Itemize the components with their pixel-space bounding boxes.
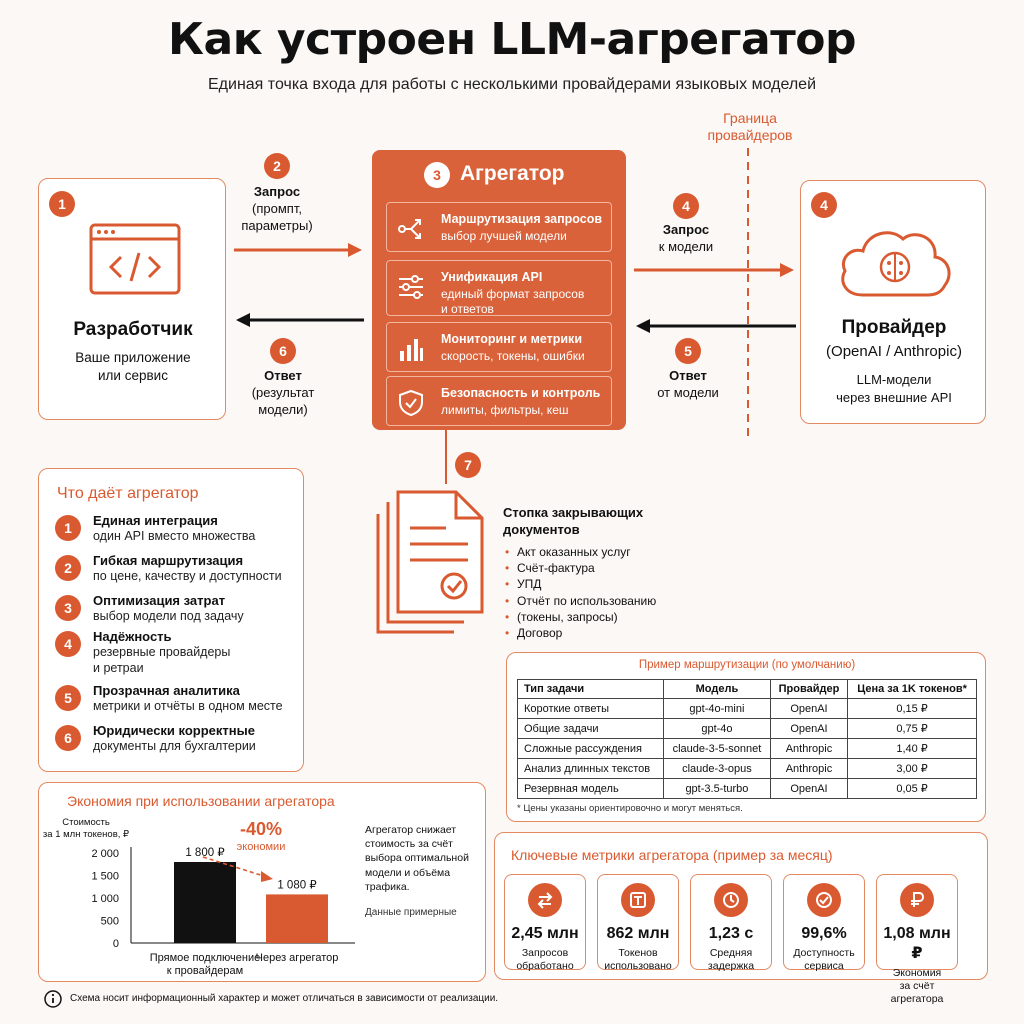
aggregator-title: Агрегатор	[460, 162, 565, 185]
table-cell: 3,00 ₽	[848, 759, 977, 779]
clock-icon	[722, 891, 740, 909]
step-number: 4	[811, 192, 837, 218]
page-title: Как устроен LLM-агрегатор	[168, 14, 856, 65]
chart-x-tick-label: Через агрегатор	[255, 952, 339, 964]
table-cell: Анализ длинных текстов	[518, 759, 664, 779]
routing-icon	[397, 215, 425, 243]
step-number: 7	[455, 452, 481, 478]
table-cell: Anthropic	[770, 759, 847, 779]
table-cell: gpt-4o	[664, 719, 771, 739]
table-cell: OpenAI	[770, 699, 847, 719]
aggregator-panel	[372, 150, 626, 430]
step-number: 3	[424, 162, 450, 188]
benefit-title: Единая интеграция	[93, 513, 218, 528]
response-label: Ответ (результат модели)	[251, 368, 315, 417]
savings-card	[38, 782, 486, 982]
benefit-title: Надёжность	[93, 629, 172, 644]
benefit-description: резервные провайдеры	[93, 645, 231, 659]
benefits-card	[38, 468, 304, 772]
metric-tile	[876, 874, 958, 1006]
developer-title: Разработчик	[73, 319, 193, 340]
provider-boundary-line	[746, 148, 750, 438]
chart-y-tick-label: 1 000	[91, 893, 119, 905]
metric-value: 2,45 млн	[511, 925, 579, 942]
info-icon	[44, 990, 62, 1008]
list-item: • Акт оказанных услуг	[505, 544, 685, 560]
benefit-title: Юридически корректные	[93, 723, 255, 738]
benefit-item	[55, 629, 295, 677]
table-row	[518, 699, 977, 719]
benefit-title: Гибкая маршрутизация	[93, 553, 244, 568]
routing-table-card	[506, 652, 986, 822]
step-number: 6	[55, 725, 81, 751]
provider-title: Провайдер	[841, 317, 947, 338]
developer-description: Ваше приложение или сервис	[75, 350, 191, 384]
aggregator-feature-api: Унификация API единый формат запросов и ответов	[386, 260, 612, 316]
routing-table-footnote: * Цены указаны ориентировочно и могут меняться.	[517, 803, 743, 814]
page-subtitle: Единая точка входа для работы с несколькими провайдерами языковых моделей	[208, 76, 816, 93]
chart-bar	[266, 894, 328, 943]
shield-check-icon	[397, 389, 425, 417]
chart-y-tick-label: 0	[112, 938, 119, 950]
savings-dashed-arrow	[199, 853, 279, 883]
benefit-description: выбор модели под задачу	[93, 609, 244, 623]
chart-y-tick-label: 2 000	[91, 848, 119, 860]
chart-x-tick-label: Прямое подключение	[149, 952, 261, 964]
list-item: • Счёт-фактура	[505, 560, 685, 576]
provider-card	[800, 180, 986, 424]
chart-y-tick-label: 1 500	[91, 870, 119, 883]
cloud-brain-icon	[835, 221, 955, 301]
benefit-description: по цене, качеству и доступности	[93, 569, 282, 583]
step-number: 2	[264, 153, 290, 179]
list-item: • Отчёт по использованию	[505, 593, 685, 609]
benefit-item	[55, 593, 295, 624]
routing-table-title: Пример маршрутизации (по умолчанию)	[638, 659, 856, 671]
table-cell: OpenAI	[770, 779, 847, 799]
step-number: 6	[270, 338, 296, 364]
benefit-item	[55, 553, 295, 584]
documents-connector	[444, 430, 448, 484]
table-cell: gpt-3.5-turbo	[664, 779, 771, 799]
code-window-icon	[89, 223, 181, 295]
table-row	[518, 779, 977, 799]
documents-title: Стопка закрывающих документов	[503, 505, 644, 537]
savings-bar-chart	[39, 783, 359, 983]
benefit-description: и ретраи	[93, 661, 144, 676]
chart-ylabel: Стоимость за 1 млн токенов, ₽	[42, 817, 130, 841]
aggregator-feature-monitoring: Мониторинг и метрики скорость, токены, ошибки	[386, 322, 612, 372]
step-number: 2	[55, 555, 81, 581]
savings-percent: -40%	[239, 819, 283, 839]
benefits-title: Что даёт агрегатор	[57, 485, 199, 502]
sliders-icon	[397, 273, 425, 301]
step-number: 4	[673, 193, 699, 219]
savings-note: Агрегатор снижает стоимость за счёт выбора оптимальной модели и объёма трафика.	[365, 824, 469, 893]
metric-label: Средняя задержка	[707, 947, 755, 973]
table-row	[518, 739, 977, 759]
metric-tile	[690, 874, 772, 973]
step-number: 3	[55, 595, 81, 621]
metric-value: 99,6%	[801, 925, 847, 942]
table-header-row: Тип задачи Модель Провайдер Цена за 1K токенов*	[518, 680, 977, 699]
savings-percent-label: экономии	[236, 841, 286, 853]
table-cell: gpt-4o-mini	[664, 699, 771, 719]
chart-y-tick-label: 500	[100, 915, 119, 928]
table-cell: 0,75 ₽	[848, 719, 977, 739]
step-number: 1	[55, 515, 81, 541]
table-cell: Anthropic	[770, 739, 847, 759]
table-cell: 1,40 ₽	[848, 739, 977, 759]
table-cell: Резервная модель	[518, 779, 664, 799]
routing-table	[517, 679, 977, 799]
benefit-item	[55, 513, 295, 544]
list-item: • Договор	[505, 625, 685, 641]
metrics-title: Ключевые метрики агрегатора (пример за месяц)	[511, 847, 833, 863]
model-response-label: Ответ от модели	[657, 368, 719, 400]
table-cell: Короткие ответы	[518, 699, 664, 719]
aggregator-feature-security: Безопасность и контроль лимиты, фильтры, кеш	[386, 376, 612, 426]
model-request-label: Запрос к модели	[658, 222, 714, 254]
benefit-description: документы для бухгалтерии	[93, 739, 256, 753]
exchange-arrows-icon	[536, 891, 554, 909]
token-icon	[629, 891, 647, 909]
benefit-item	[55, 683, 295, 714]
ruble-icon	[908, 891, 926, 909]
provider-subtitle: (OpenAI / Anthropic)	[826, 343, 962, 360]
metric-label: Доступность сервиса	[793, 947, 855, 973]
table-cell: claude-3-opus	[664, 759, 771, 779]
savings-data-note: Данные примерные	[365, 907, 457, 918]
step-number: 5	[675, 338, 701, 364]
table-row	[518, 759, 977, 779]
step-number: 5	[55, 685, 81, 711]
request-label: Запрос (промпт, параметры)	[241, 184, 313, 233]
list-item: • УПД	[505, 576, 685, 592]
chart-data-label: 1 800 ₽	[185, 847, 225, 859]
bar-chart-icon	[397, 335, 425, 363]
provider-description: LLM-модели через внешние API	[836, 372, 952, 405]
metric-tile	[504, 874, 586, 973]
metric-tile	[783, 874, 865, 973]
table-cell: OpenAI	[770, 719, 847, 739]
table-cell: claude-3-5-sonnet	[664, 739, 771, 759]
disclaimer: Схема носит информационный характер и может отличаться в зависимости от реализации.	[70, 993, 499, 1004]
model-request-arrow	[634, 262, 796, 278]
table-cell: 0,15 ₽	[848, 699, 977, 719]
step-number: 1	[49, 191, 75, 217]
response-arrow	[234, 312, 364, 328]
documents-list	[505, 544, 685, 641]
table-cell: 0,05 ₽	[848, 779, 977, 799]
benefit-description: метрики и отчёты в одном месте	[93, 699, 283, 713]
metric-value: 1,23 с	[708, 925, 754, 942]
documents-stack-icon	[372, 488, 488, 636]
benefit-title: Оптимизация затрат	[93, 593, 226, 608]
metric-value: 862 млн	[606, 925, 670, 942]
developer-card	[38, 178, 226, 420]
table-cell: Сложные рассуждения	[518, 739, 664, 759]
aggregator-feature-routing: Маршрутизация запросов выбор лучшей модели	[386, 202, 612, 252]
list-item-continuation: • (токены, запросы)	[505, 609, 685, 625]
metric-label: Запросов обработано	[516, 947, 574, 973]
metric-tile	[597, 874, 679, 973]
savings-title: Экономия при использовании агрегатора	[67, 793, 335, 809]
check-icon	[815, 891, 833, 909]
benefit-item	[55, 723, 295, 754]
metric-label: Токенов использовано	[604, 947, 672, 973]
table-cell: Общие задачи	[518, 719, 664, 739]
request-arrow	[234, 242, 364, 258]
metric-label: Экономия за счёт агрегатора	[890, 967, 944, 1006]
chart-data-label: 1 080 ₽	[277, 879, 317, 892]
step-number: 4	[55, 631, 81, 657]
chart-x-tick-label: к провайдерам	[166, 965, 244, 977]
benefit-title: Прозрачная аналитика	[93, 683, 240, 698]
metric-value: 1,08 млн ₽	[883, 925, 951, 962]
provider-boundary-label: Граница провайдеров	[707, 110, 793, 143]
benefit-description: один API вместо множества	[93, 529, 256, 543]
model-response-arrow	[634, 318, 796, 334]
table-row	[518, 719, 977, 739]
